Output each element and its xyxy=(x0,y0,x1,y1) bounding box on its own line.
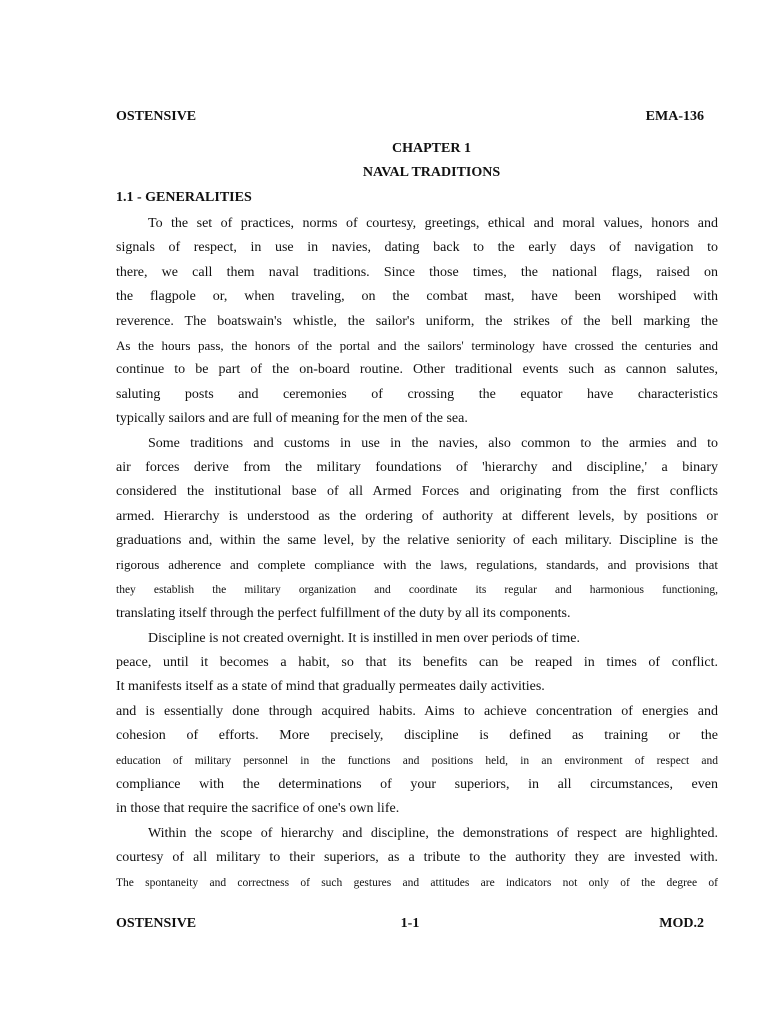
text-line: Some traditions and customs in use in the navies, also common to the armies and to xyxy=(148,435,718,451)
text-line: continue to be part of the on-board routine. Other traditional events such as cannon salutes, xyxy=(116,362,718,378)
text-line: compliance with the determinations of your superiors, in all circumstances, even xyxy=(116,776,718,792)
section-heading: 1.1 - GENERALITIES xyxy=(116,190,252,205)
text-line: The spontaneity and correctness of such gestures and attitudes are indicators not only of the degree of xyxy=(116,876,718,889)
text-line: armed. Hierarchy is understood as the ordering of authority at different levels, by positions or xyxy=(116,508,718,524)
text-line: It manifests itself as a state of mind that gradually permeates daily activities. xyxy=(116,679,545,695)
text-line: saluting posts and ceremonies of crossing the equator have characteristics xyxy=(116,386,718,402)
text-line: reverence. The boatswain's whistle, the sailor's uniform, the strikes of the bell marking the xyxy=(116,313,718,329)
text-line: air forces derive from the military foundations of 'hierarchy and discipline,' a binary xyxy=(116,459,718,475)
text-line: there, we call them naval traditions. Since those times, the national flags, raised on xyxy=(116,264,718,280)
text-line: signals of respect, in use in navies, dating back to the early days of navigation to xyxy=(116,240,718,256)
text-line: rigorous adherence and complete compliance with the laws, regulations, standards, and provisions that xyxy=(116,557,718,573)
text-line: As the hours pass, the honors of the portal and the sailors' terminology have crossed the centuries and xyxy=(116,337,718,353)
header-left-label: OSTENSIVE xyxy=(116,109,197,124)
text-line: typically sailors and are full of meaning for the men of the sea. xyxy=(116,411,468,427)
footer-left-label: OSTENSIVE xyxy=(116,916,197,931)
footer-module-label: MOD.2 xyxy=(659,916,704,931)
text-line: considered the institutional base of all Armed Forces and originating from the first conflicts xyxy=(116,484,718,500)
text-line: Discipline is not created overnight. It is instilled in men over periods of time. xyxy=(148,630,580,646)
text-line: Within the scope of hierarchy and discipline, the demonstrations of respect are highlighted. xyxy=(148,825,718,841)
text-line: To the set of practices, norms of courtesy, greetings, ethical and moral values, honors and xyxy=(148,216,718,231)
header-document-code: EMA-136 xyxy=(645,109,704,124)
page-number: 1-1 xyxy=(400,916,420,931)
text-line: and is essentially done through acquired habits. Aims to achieve concentration of energies and xyxy=(116,703,718,719)
text-line: courtesy of all military to their superiors, as a tribute to the authority they are invested with. xyxy=(116,850,718,866)
text-line: in those that require the sacrifice of one's own life. xyxy=(116,801,400,817)
chapter-number: CHAPTER 1 xyxy=(392,141,471,156)
text-line: graduations and, within the same level, by the relative seniority of each military. Discipline is the xyxy=(116,533,718,549)
chapter-title: NAVAL TRADITIONS xyxy=(362,165,501,180)
text-line: they establish the military organization and coordinate its regular and harmonious functioning, xyxy=(116,583,718,596)
body-text xyxy=(116,212,718,895)
text-line: education of military personnel in the functions and positions held, in an environment of respect and xyxy=(116,754,718,767)
text-line: cohesion of efforts. More precisely, discipline is defined as training or the xyxy=(116,728,718,744)
text-line: the flagpole or, when traveling, on the combat mast, have been worshiped with xyxy=(116,289,718,305)
text-line: translating itself through the perfect fulfillment of the duty by all its components. xyxy=(116,606,571,622)
text-line: peace, until it becomes a habit, so that its benefits can be reaped in times of conflict. xyxy=(116,655,718,671)
